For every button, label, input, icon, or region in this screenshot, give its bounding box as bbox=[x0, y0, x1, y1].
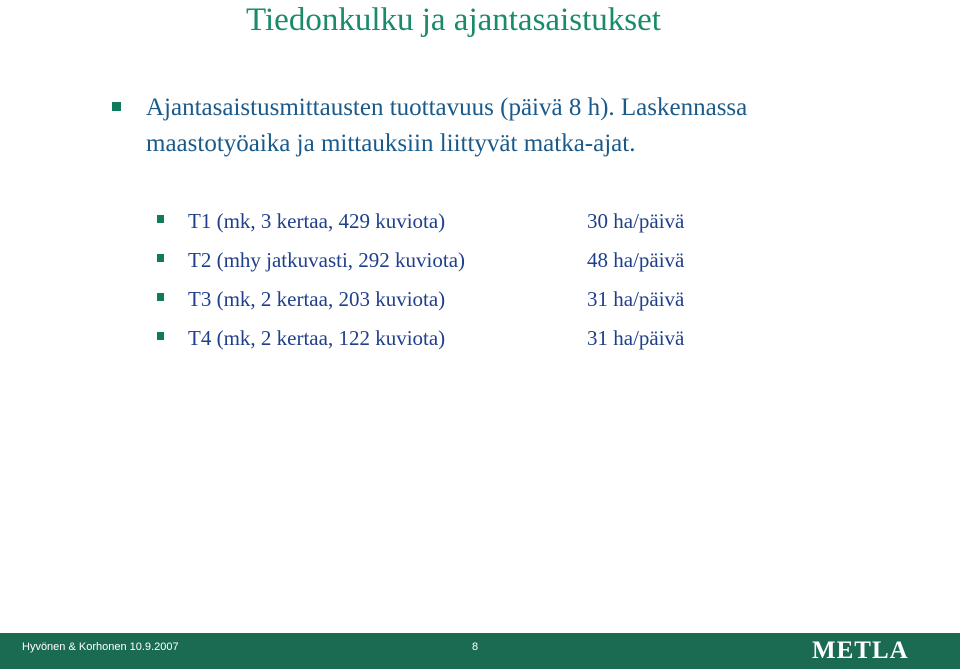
metla-logo: METLA bbox=[812, 637, 909, 664]
item-label: T3 (mk, 2 kertaa, 203 kuviota) bbox=[188, 287, 446, 311]
sub-bullet-list bbox=[157, 205, 857, 361]
footer-bar bbox=[0, 633, 960, 669]
list-item bbox=[157, 244, 857, 283]
item-value: 31 ha/päivä bbox=[587, 287, 685, 311]
square-bullet-icon bbox=[157, 293, 164, 301]
item-value: 48 ha/päivä bbox=[587, 248, 685, 272]
item-value: 31 ha/päivä bbox=[587, 326, 685, 350]
list-item bbox=[157, 205, 857, 244]
footer-author: Hyvönen & Korhonen 10.9.2007 bbox=[22, 641, 179, 653]
list-item bbox=[157, 283, 857, 322]
slide-title: Tiedonkulku ja ajantasaistukset bbox=[246, 2, 661, 38]
item-value: 30 ha/päivä bbox=[587, 209, 685, 233]
square-bullet-icon bbox=[112, 102, 121, 111]
item-label: T2 (mhy jatkuvasti, 292 kuviota) bbox=[188, 248, 466, 272]
main-bullet-text: Ajantasaistusmittausten tuottavuus (päivä 8 h). Laskennassa maastotyöaika ja mittauksiin liittyvät matka-ajat. bbox=[146, 94, 748, 157]
page-number: 8 bbox=[472, 641, 479, 653]
item-label: T4 (mk, 2 kertaa, 122 kuviota) bbox=[188, 326, 446, 350]
square-bullet-icon bbox=[157, 254, 164, 262]
list-item bbox=[157, 322, 857, 361]
square-bullet-icon bbox=[157, 215, 164, 223]
item-label: T1 (mk, 3 kertaa, 429 kuviota) bbox=[188, 209, 446, 233]
square-bullet-icon bbox=[157, 332, 164, 340]
